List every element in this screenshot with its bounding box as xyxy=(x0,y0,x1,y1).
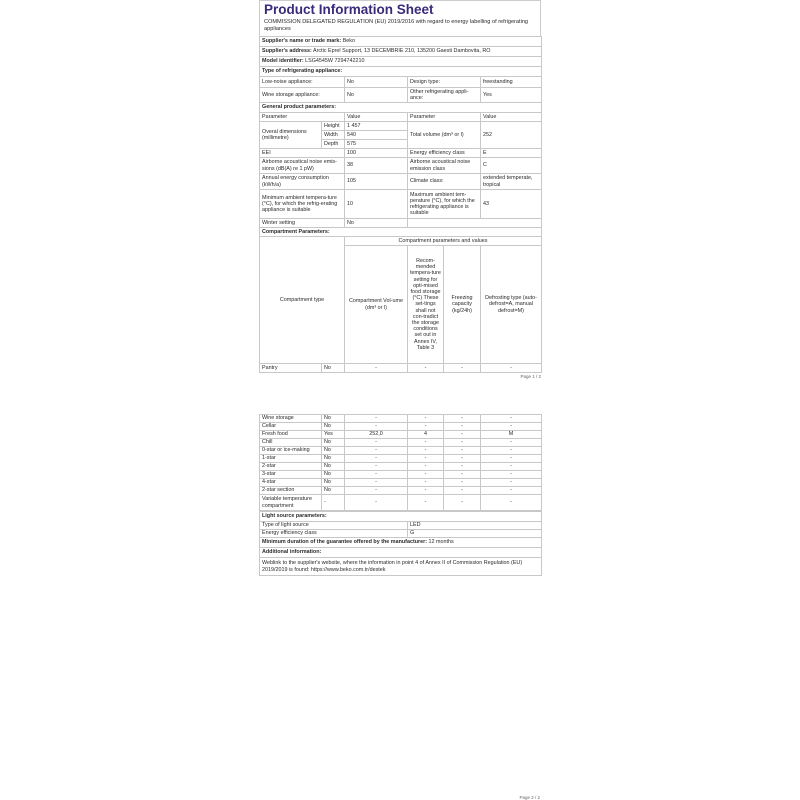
light-type-label: Type of light source xyxy=(260,522,408,530)
compartment-volume-header: Compartment Vol-ume (dm³ or l) xyxy=(345,246,408,364)
compartment-present: No xyxy=(322,455,345,463)
weblink-url[interactable]: https://www.beko.com.tr/destek xyxy=(310,566,386,573)
page-number: Page 1 / 2 xyxy=(520,374,541,379)
compartment-present: No xyxy=(322,487,345,495)
compartment-present: No xyxy=(322,439,345,447)
compartment-freezing: - xyxy=(444,471,481,479)
compartment-freezing: - xyxy=(444,463,481,471)
light-class-value: G xyxy=(408,530,542,538)
compartment-volume: - xyxy=(345,364,408,373)
compartment-freezing: - xyxy=(444,439,481,447)
compartment-volume: - xyxy=(345,439,408,447)
compartment-defrost: - xyxy=(481,487,542,495)
compartment-freezing: - xyxy=(444,423,481,431)
wine-storage-label: Wine storage appliance: xyxy=(260,88,345,103)
regulation-text: COMMISSION DELEGATED REGULATION (EU) 2019/2016 with regard to energy labelling of refrigerating appliances xyxy=(259,18,541,36)
compartment-type-header: Compartment type xyxy=(260,237,345,364)
supplier-address-row: Supplier's address: Arctic Eprel Support, 13 DECEMBRIE 210, 135200 Gaesti Dambovita, RO xyxy=(260,47,542,57)
compartment-section-heading: Compartment Parameters: xyxy=(260,228,542,237)
table-row xyxy=(260,364,542,373)
supplier-name-value: Beko xyxy=(342,38,355,45)
compartment-volume: - xyxy=(345,423,408,431)
noise-emissions-label: Airborne acoustical noise emis-sions (dB(A) re 1 pW) xyxy=(260,158,345,174)
energy-class-label: Energy efficiency class xyxy=(408,149,481,158)
supplier-name-row: Supplier's name or trade mark: Beko xyxy=(260,37,542,47)
page-two xyxy=(259,414,541,576)
general-section-heading: General product parameters: xyxy=(260,103,542,113)
table-row xyxy=(260,463,542,471)
compartment-volume: - xyxy=(345,479,408,487)
overall-dimensions-label: Overal dimensions (millimetre) xyxy=(260,122,322,149)
low-noise-value: No xyxy=(345,77,408,88)
compartment-temp: - xyxy=(408,423,444,431)
low-noise-label: Low-noise appliance: xyxy=(260,77,345,88)
annual-energy-value: 105 xyxy=(345,174,408,190)
table-row xyxy=(260,447,542,455)
height-label: Height xyxy=(322,122,345,131)
compartment-defrost: - xyxy=(481,439,542,447)
max-ambient-temp-value: 43 xyxy=(481,190,542,219)
table-row xyxy=(260,487,542,495)
freezing-capacity-header: Freezing capacity (kg/24h) xyxy=(444,246,481,364)
guarantee-value: 12 months xyxy=(428,539,454,546)
compartment-defrost: - xyxy=(481,471,542,479)
compartment-name: 1-star xyxy=(260,455,322,463)
weblink-row: Weblink to the supplier's website, where the information in point 4 of Annex II of Commission Regulation (EU) 2019/2019 is found: https://www.beko.com.tr/destek xyxy=(260,558,542,576)
table-row xyxy=(260,479,542,487)
compartment-name: Variable temperature compartment xyxy=(260,495,322,511)
table-row xyxy=(260,471,542,479)
compartment-present: Yes xyxy=(322,431,345,439)
parameter-header: Parameter xyxy=(408,113,481,122)
compartment-defrost: - xyxy=(481,479,542,487)
compartment-present: No xyxy=(322,447,345,455)
page-one xyxy=(259,0,541,379)
compartment-name: Cellar xyxy=(260,423,322,431)
compartment-rows-table xyxy=(259,414,542,511)
total-volume-label: Total volume (dm³ or l) xyxy=(408,122,481,149)
compartment-name: Pantry xyxy=(260,364,322,373)
compartment-defrost: - xyxy=(481,423,542,431)
product-info-table xyxy=(259,36,542,373)
compartment-temp: - xyxy=(408,463,444,471)
compartment-present: No xyxy=(322,364,345,373)
parameter-header: Parameter xyxy=(260,113,345,122)
compartment-present: No xyxy=(322,415,345,423)
compartment-volume: - xyxy=(345,495,408,511)
type-section-heading: Type of refrigerating appliance: xyxy=(260,67,542,77)
compartment-volume: 252,0 xyxy=(345,431,408,439)
light-guarantee-table xyxy=(259,511,542,576)
table-row xyxy=(260,495,542,511)
table-row xyxy=(260,439,542,447)
max-ambient-temp-label: Maximum ambient tem-perature (°C), for which the refrigerating appliance is suitable xyxy=(408,190,481,219)
page-number-2: Page 2 / 2 xyxy=(519,795,540,800)
compartment-name: Wine storage xyxy=(260,415,322,423)
annual-energy-label: Annual energy consumption (kWh/a) xyxy=(260,174,345,190)
design-type-label: Design type: xyxy=(408,77,481,88)
height-value: 1 457 xyxy=(345,122,408,131)
compartment-freezing: - xyxy=(444,447,481,455)
sheet-title: Product Information Sheet xyxy=(259,0,541,18)
table-row xyxy=(260,431,542,439)
winter-setting-value: No xyxy=(345,219,408,228)
compartment-defrost: - xyxy=(481,455,542,463)
climate-class-value: extended temperate, tropical xyxy=(481,174,542,190)
compartment-temp: - xyxy=(408,455,444,463)
compartment-volume: - xyxy=(345,463,408,471)
compartment-defrost: - xyxy=(481,463,542,471)
value-header: Value xyxy=(481,113,542,122)
energy-class-value: E xyxy=(481,149,542,158)
compartment-params-header: Compartment parameters and values xyxy=(345,237,542,246)
compartment-present: No xyxy=(322,471,345,479)
compartment-freezing: - xyxy=(444,479,481,487)
min-ambient-temp-label: Minimum ambient tempera-ture (°C), for which the refrig-erating appliance is suitable xyxy=(260,190,345,219)
compartment-temp: - xyxy=(408,415,444,423)
compartment-name: 0-star or ice-making xyxy=(260,447,322,455)
other-appliance-label: Other refrigerating appli-ance: xyxy=(408,88,481,103)
climate-class-label: Climate class: xyxy=(408,174,481,190)
compartment-freezing: - xyxy=(444,455,481,463)
other-appliance-value: Yes xyxy=(481,88,542,103)
wine-storage-value: No xyxy=(345,88,408,103)
table-row xyxy=(260,415,542,423)
compartment-present: No xyxy=(322,463,345,471)
table-row xyxy=(260,455,542,463)
depth-value: 575 xyxy=(345,140,408,149)
model-identifier-value: LSG4545W 7294742210 xyxy=(305,58,365,65)
compartment-temp: - xyxy=(408,495,444,511)
compartment-temp: - xyxy=(408,447,444,455)
compartment-present: No xyxy=(322,479,345,487)
compartment-freezing: - xyxy=(444,431,481,439)
width-value: 540 xyxy=(345,131,408,140)
model-identifier-row: Model identifier: LSG4545W 7294742210 xyxy=(260,57,542,67)
compartment-temp: - xyxy=(408,479,444,487)
compartment-name: 3-star xyxy=(260,471,322,479)
compartment-volume: - xyxy=(345,487,408,495)
compartment-freezing: - xyxy=(444,495,481,511)
compartment-defrost: M xyxy=(481,431,542,439)
recommended-temp-header: Recom-mended tempera-ture setting for opti-mised food storage (°C) These set-tings shall not con-tradict the storage conditions set out in Annex IV, Table 3 xyxy=(408,246,444,364)
depth-label: Depth xyxy=(322,140,345,149)
noise-class-value: C xyxy=(481,158,542,174)
table-row xyxy=(260,423,542,431)
noise-emissions-value: 38 xyxy=(345,158,408,174)
compartment-freezing: - xyxy=(444,364,481,373)
compartment-defrost: - xyxy=(481,447,542,455)
compartment-temp: - xyxy=(408,364,444,373)
compartment-temp: - xyxy=(408,439,444,447)
compartment-defrost: - xyxy=(481,415,542,423)
compartment-name: Chill xyxy=(260,439,322,447)
compartment-name: Fresh food xyxy=(260,431,322,439)
light-section-heading: Light source parameters: xyxy=(260,512,542,522)
eei-value: 100 xyxy=(345,149,408,158)
compartment-volume: - xyxy=(345,447,408,455)
compartment-freezing: - xyxy=(444,415,481,423)
compartment-temp: 4 xyxy=(408,431,444,439)
guarantee-row: Minimum duration of the guarantee offered by the manufacturer: 12 months xyxy=(260,538,542,548)
eei-label: EEI xyxy=(260,149,345,158)
compartment-volume: - xyxy=(345,415,408,423)
width-label: Width xyxy=(322,131,345,140)
defrosting-type-header: Defrosting type (auto-defrost=A, manual defrost=M) xyxy=(481,246,542,364)
compartment-name: 2-star section xyxy=(260,487,322,495)
additional-section-heading: Additional information: xyxy=(260,548,542,558)
compartment-name: 4-star xyxy=(260,479,322,487)
winter-setting-label: Winter setting xyxy=(260,219,345,228)
light-type-value: LED xyxy=(408,522,542,530)
compartment-present: - xyxy=(322,495,345,511)
total-volume-value: 252 xyxy=(481,122,542,149)
compartment-volume: - xyxy=(345,455,408,463)
compartment-name: 2-star xyxy=(260,463,322,471)
light-class-label: Energy efficiency class xyxy=(260,530,408,538)
noise-class-label: Airborne acoustical noise emission class xyxy=(408,158,481,174)
compartment-defrost: - xyxy=(481,364,542,373)
compartment-temp: - xyxy=(408,471,444,479)
design-type-value: freestanding xyxy=(481,77,542,88)
supplier-address-value: Arctic Eprel Support, 13 DECEMBRIE 210, 135200 Gaesti Dambovita, RO xyxy=(313,48,491,55)
min-ambient-temp-value: 10 xyxy=(345,190,408,219)
compartment-temp: - xyxy=(408,487,444,495)
compartment-present: No xyxy=(322,423,345,431)
compartment-volume: - xyxy=(345,471,408,479)
compartment-defrost: - xyxy=(481,495,542,511)
compartment-freezing: - xyxy=(444,487,481,495)
value-header: Value xyxy=(345,113,408,122)
